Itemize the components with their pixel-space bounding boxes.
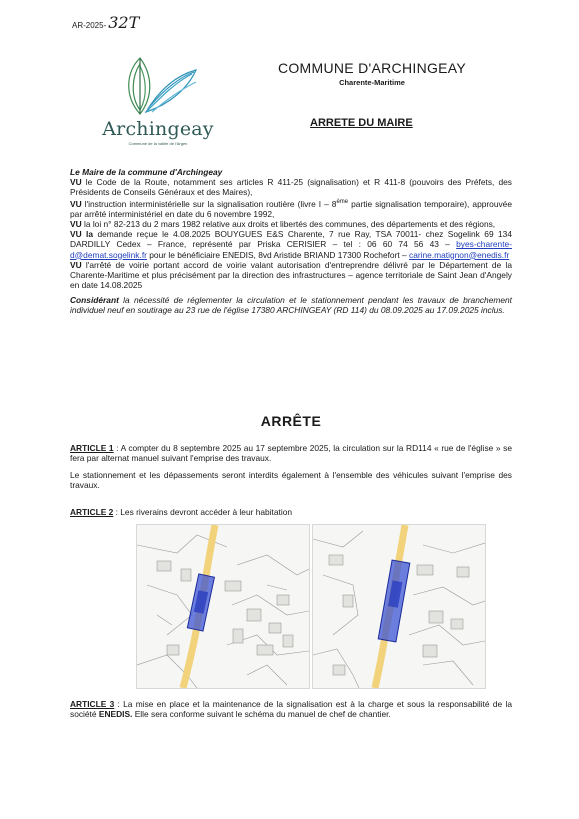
- mayor-line: Le Maire de la commune d'Archingeay: [70, 167, 223, 177]
- preamble: [70, 167, 512, 315]
- vu-demande: VU la demande reçue le 4.08.2025 BOUYGUES E&S Charente, 7 rue Ray, TSA 70011- chez Sogelink 69 134 DARDILLY Cedex – France, représenté par Priska CERISIER – tel : 06 60 74 56 43 – byes-charente-d@demat.sogelink.fr pour le bénéficiaire ENEDIS, 8vd Aristide BRIAND 17300 Rochefort – carine.matignon@enedis.fr: [70, 229, 512, 260]
- reference-number: [72, 13, 139, 32]
- reference-prefix: AR-2025-: [72, 21, 107, 30]
- vu-instruction: VU l'instruction interministérielle sur la signalisation routière (livre I – 8ème partie signalisation temporaire), approuvée par arrêté interministériel en date du 6 novembre 1992,: [70, 199, 512, 220]
- site-map-left: [136, 524, 310, 689]
- vu-loi: VU la loi n° 82-213 du 2 mars 1982 relative aux droits et libertés des communes, des départements et des régions,: [70, 219, 496, 230]
- considerant: Considérant la nécessité de réglementer la circulation et le stationnement pendant les travaux de branchement individuel neuf en soutirage au 23 rue de l'église 17380 ARCHINGEAY (RD 114) du 08.09.2025 au 17.09.2025 inclus.: [70, 294, 512, 316]
- vu-arrete-voirie: VU l'arrêté de voirie portant accord de voirie valant autorisation d'entreprendre délivré par le Département de la Charente-Maritime et plus précisément par la direction des infrastructures – agence territoriale de Saint Jean d'Angely en date 14.08.2025: [70, 259, 512, 290]
- article-2: [70, 507, 512, 517]
- article-3: ARTICLE 3 : La mise en place et la maintenance de la signalisation est à la charge et sous la responsabilité de la société ENEDIS. Elle sera conforme suivant le schéma du manuel de chef de chantier.: [70, 699, 512, 720]
- article-1: [70, 443, 512, 490]
- email-link-sogelink[interactable]: byes-charente-d@demat.sogelink.fr: [70, 239, 512, 260]
- article-3-label: ARTICLE 3: [70, 699, 115, 709]
- company-name: ENEDIS.: [98, 709, 133, 720]
- article-1-label: ARTICLE 1: [70, 443, 114, 453]
- reference-handwritten-number: 32T: [108, 13, 140, 32]
- commune-name: COMMUNE D'ARCHINGEAY: [277, 60, 467, 76]
- decision-title: ARRÊTE: [260, 413, 322, 429]
- site-map-right: [312, 524, 486, 689]
- email-link-enedis[interactable]: carine.matignon@enedis.fr: [409, 249, 510, 260]
- department-name: Charente-Maritime: [339, 78, 405, 87]
- document-title: ARRETE DU MAIRE: [310, 117, 413, 129]
- article-2-text: : Les riverains devront accéder à leur habitation: [113, 507, 293, 517]
- article-1-text-2: Le stationnement et les dépassements seront interdits également à l'ensemble des véhicules suivant l'emprise des travaux.: [70, 470, 512, 491]
- article-1-text: : A compter du 8 septembre 2025 au 17 septembre 2025, la circulation sur la RD114 « rue de l'église » se fera par alternat manuel suivant l'emprise des travaux.: [70, 443, 512, 464]
- vu-code-route: VU le Code de la Route, notamment ses articles R 411-25 (signalisation) et R 411-8 (pouvoirs des Préfets, des Présidents de Conseils Généraux et des Maires),: [70, 177, 512, 198]
- leaf-logo-icon: [100, 52, 220, 122]
- logo-subtitle: Commune de la vallée de l'Argen: [128, 141, 188, 146]
- logo-name: Archingeay: [102, 118, 214, 140]
- article-2-label: ARTICLE 2: [70, 507, 114, 517]
